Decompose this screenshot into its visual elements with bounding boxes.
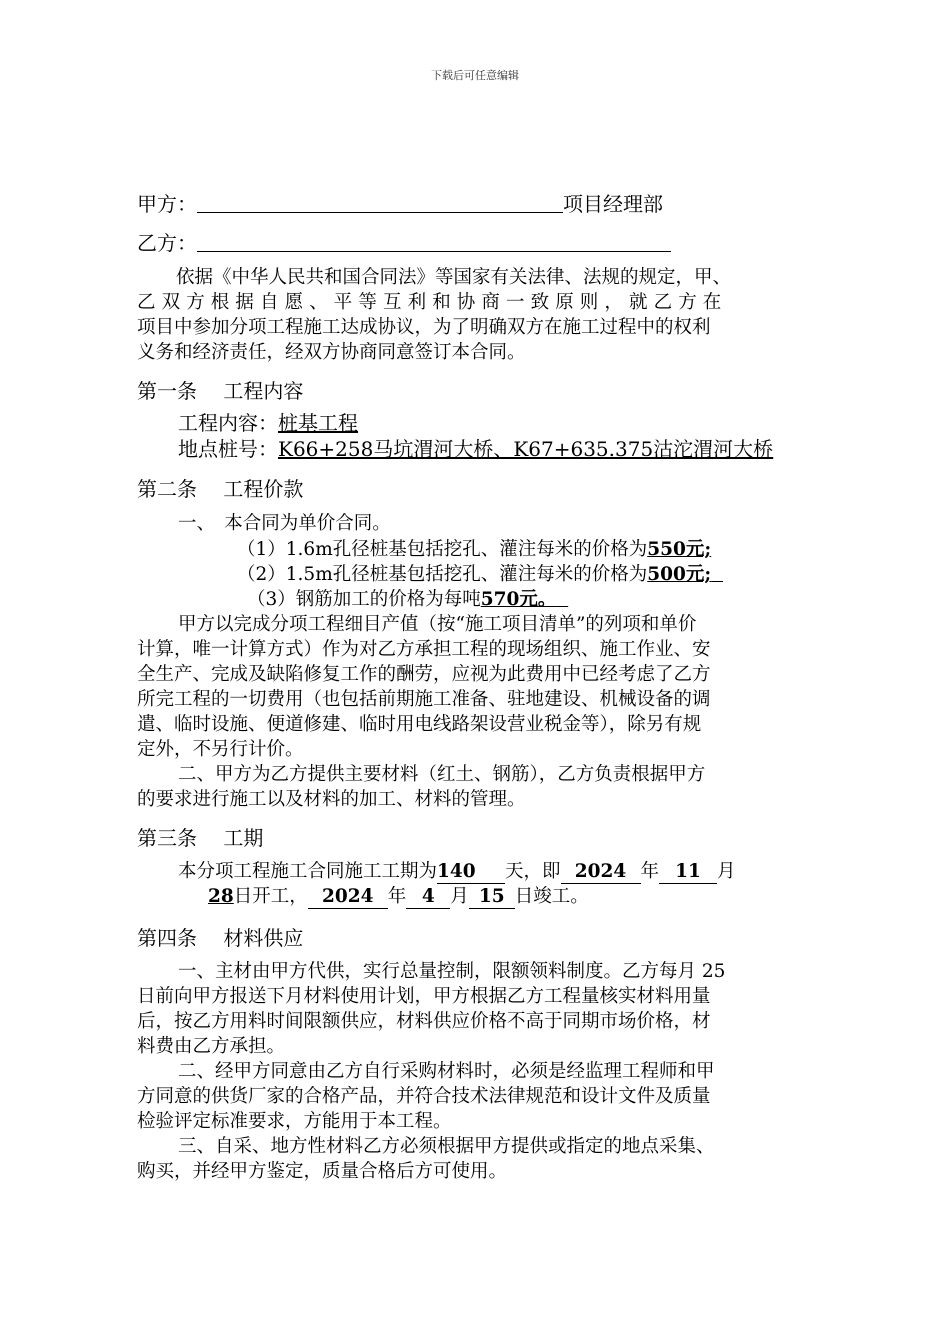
page-header: 下载后可任意编辑 [431, 69, 519, 82]
end-year: 2024 [308, 886, 388, 909]
duration-days: 140 [437, 861, 505, 884]
supply-p2-line-2: 方同意的供货厂家的合格产品，并符合技术法律规范和设计文件及质量 [137, 1086, 711, 1107]
materials-provided-line-2: 的要求进行施工以及材料的加工、材料的管理。 [137, 789, 526, 810]
supply-p1-line-2: 日前向甲方报送下月材料使用计划，甲方根据乙方工程量核实材料用量 [137, 986, 711, 1007]
article-4-title: 第四条 材料供应 [137, 926, 304, 950]
schedule-text-7: 月 [450, 886, 469, 907]
schedule-text-5: 日开工， [233, 886, 308, 907]
price-line-3 [247, 587, 568, 612]
article-3-title: 第三条 工期 [137, 826, 264, 850]
schedule-text-6: 年 [387, 886, 407, 907]
article-1-title: 第一条 工程内容 [137, 379, 304, 403]
intro-line-1: 依据《中华人民共和国合同法》等国家有关法律、法规的规定，甲、 [176, 267, 732, 288]
party-b-line [137, 227, 671, 256]
end-month: 4 [406, 886, 450, 909]
price-2-value: 500元; [647, 564, 712, 585]
payment-para-line-2: 计算，唯一计算方式）作为对乙方承担工程的现场组织、施工作业、安 [137, 639, 711, 660]
party-a-blank [197, 194, 563, 213]
price-3-value: 570元。 [480, 589, 557, 610]
price-line-1 [237, 537, 711, 562]
schedule-text-3: 年 [640, 861, 660, 882]
start-day: 28 [208, 886, 234, 907]
schedule-line-2 [208, 884, 589, 909]
unit-price-contract: 一、 本合同为单价合同。 [178, 513, 391, 534]
schedule-text-4: 月 [717, 861, 736, 882]
price-2-text: （2）1.5m孔径桩基包括挖孔、灌注每米的价格为 [237, 564, 648, 585]
schedule-line-1 [178, 859, 736, 884]
intro-line-2: 乙双方根据自愿、平等互利和协商一致原则，就乙方在 [137, 292, 728, 313]
price-1-text: （1）1.6m孔径桩基包括挖孔、灌注每米的价格为 [237, 539, 648, 560]
price-line-2 [237, 562, 723, 587]
payment-para-line-3: 全生产、完成及缺陷修复工作的酬劳，应视为此费用中已经考虑了乙方 [137, 664, 711, 685]
supply-p3-line-1: 三、自采、地方性材料乙方必须根据甲方提供或指定的地点采集、 [178, 1136, 715, 1157]
location-line [178, 437, 773, 462]
price-3-text: （3）钢筋加工的价格为每吨 [247, 589, 481, 610]
schedule-text-2: 天，即 [505, 861, 561, 882]
schedule-text-1: 本分项工程施工合同施工工期为 [178, 861, 438, 882]
party-b-blank [197, 233, 671, 252]
payment-para-line-5: 遣、临时设施、便道修建、临时用电线路架设营业税金等），除另有规 [137, 714, 702, 735]
supply-p1-line-4: 料费由乙方承担。 [137, 1036, 286, 1057]
article-2-title: 第二条 工程价款 [137, 477, 304, 501]
supply-p1-line-1: 一、主材由甲方代供，实行总量控制，限额领料制度。乙方每月 25 [178, 961, 726, 982]
start-year: 2024 [561, 861, 641, 884]
party-a-suffix: 项目经理部 [563, 192, 663, 216]
intro-line-4: 义务和经济责任，经双方协商同意签订本合同。 [137, 342, 526, 363]
end-day: 15 [469, 886, 515, 909]
payment-para-line-4: 所完工程的一切费用（也包括前期施工准备、驻地建设、机械设备的调 [137, 689, 711, 710]
supply-p1-line-3: 后，按乙方用料时间限额供应，材料供应价格不高于同期市场价格，材 [137, 1011, 711, 1032]
schedule-text-8: 日竣工。 [514, 886, 589, 907]
party-a-line [137, 188, 663, 217]
location-value: K66+258马坑渭河大桥、K67+635.375沽沱渭河大桥 [278, 437, 774, 461]
work-content-line [178, 411, 358, 436]
supply-p2-line-3: 检验评定标准要求，方能用于本工程。 [137, 1111, 452, 1132]
materials-provided-line-1: 二、甲方为乙方提供主要材料（红土、钢筋），乙方负责根据甲方 [178, 764, 706, 785]
work-content-value: 桩基工程 [278, 411, 358, 435]
supply-p3-line-2: 购买，并经甲方鉴定，质量合格后方可使用。 [137, 1161, 508, 1182]
location-label: 地点桩号： [178, 437, 278, 461]
supply-p2-line-1: 二、经甲方同意由乙方自行采购材料时，必须是经监理工程师和甲 [178, 1061, 715, 1082]
party-a-label: 甲方： [137, 192, 197, 216]
intro-line-3: 项目中参加分项工程施工达成协议，为了明确双方在施工过程中的权利 [137, 317, 711, 338]
start-month: 11 [659, 861, 717, 884]
payment-para-line-6: 定外，不另行计价。 [137, 739, 304, 760]
price-1-value: 550元; [647, 539, 712, 560]
work-content-label: 工程内容： [178, 411, 278, 435]
payment-para-line-1: 甲方以完成分项工程细目产值（按“施工项目清单”的列项和单价 [178, 614, 697, 635]
party-b-label: 乙方： [137, 231, 197, 255]
